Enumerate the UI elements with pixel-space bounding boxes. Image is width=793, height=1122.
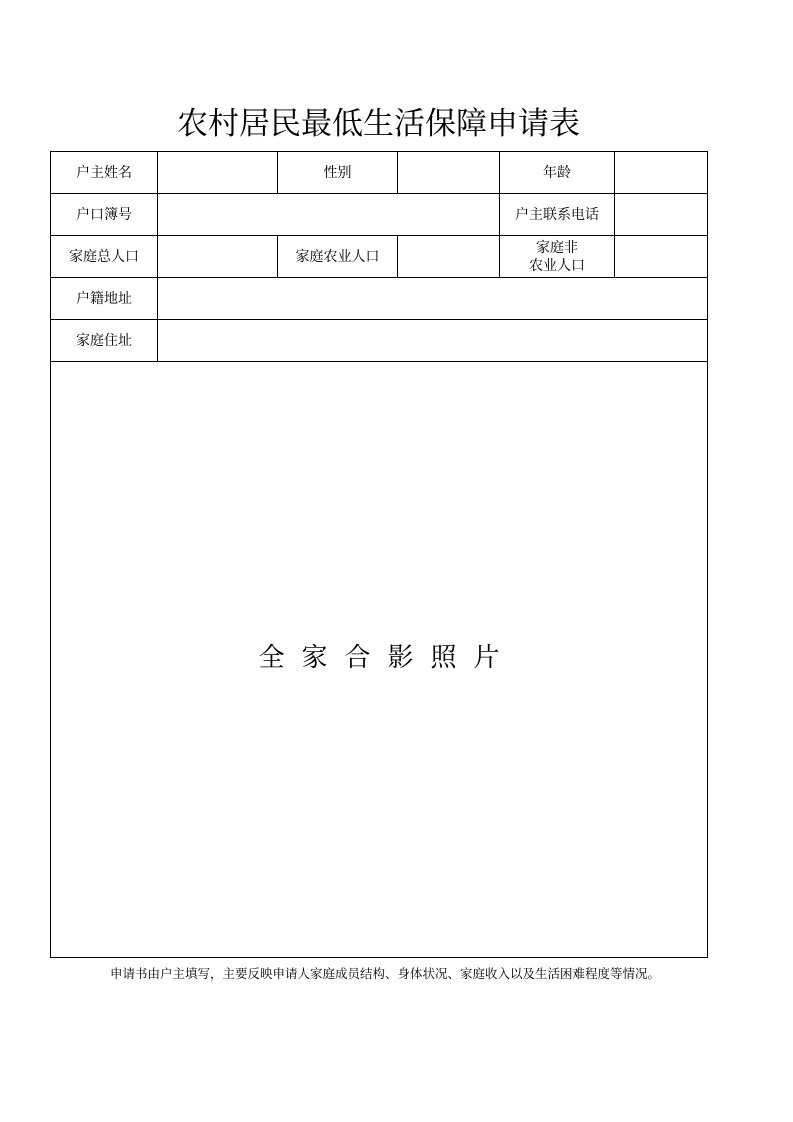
non-agricultural-population-label-line2: 农业人口 (529, 257, 585, 274)
form-row-family-photo (51, 362, 708, 958)
hukou-book-label: 户口簿号 (51, 194, 158, 236)
householder-name-field[interactable] (158, 152, 278, 194)
non-agricultural-population-field[interactable] (615, 236, 708, 278)
agricultural-population-label: 家庭农业人口 (278, 236, 398, 278)
form-row-population (51, 236, 708, 278)
contact-phone-label: 户主联系电话 (500, 194, 615, 236)
gender-field[interactable] (398, 152, 500, 194)
non-agricultural-population-label-line1: 家庭非 (536, 239, 578, 256)
form-note: 申请书由户主填写，主要反映申请人家庭成员结构、身体状况、家庭收入以及生活困难程度等情况。 (110, 966, 661, 981)
home-address-field[interactable] (158, 320, 708, 362)
registered-address-label: 户籍地址 (51, 278, 158, 320)
form-row-registered-address (51, 278, 708, 320)
form-title: 农村居民最低生活保障申请表 (177, 106, 580, 142)
agricultural-population-field[interactable] (398, 236, 500, 278)
form-row-hukou (51, 194, 708, 236)
family-photo-label: 全家合影照片 (258, 642, 517, 673)
hukou-book-field[interactable] (158, 194, 500, 236)
registered-address-field[interactable] (158, 278, 708, 320)
home-address-label: 家庭住址 (51, 320, 158, 362)
age-field[interactable] (615, 152, 708, 194)
form-row-basic-info (51, 152, 708, 194)
total-population-label: 家庭总人口 (51, 236, 158, 278)
gender-label: 性别 (278, 152, 398, 194)
application-form-table (50, 151, 708, 958)
contact-phone-field[interactable] (615, 194, 708, 236)
family-photo-area[interactable] (51, 362, 708, 958)
total-population-field[interactable] (158, 236, 278, 278)
householder-name-label: 户主姓名 (51, 152, 158, 194)
age-label: 年龄 (500, 152, 615, 194)
form-row-home-address (51, 320, 708, 362)
non-agricultural-population-label (500, 236, 615, 278)
